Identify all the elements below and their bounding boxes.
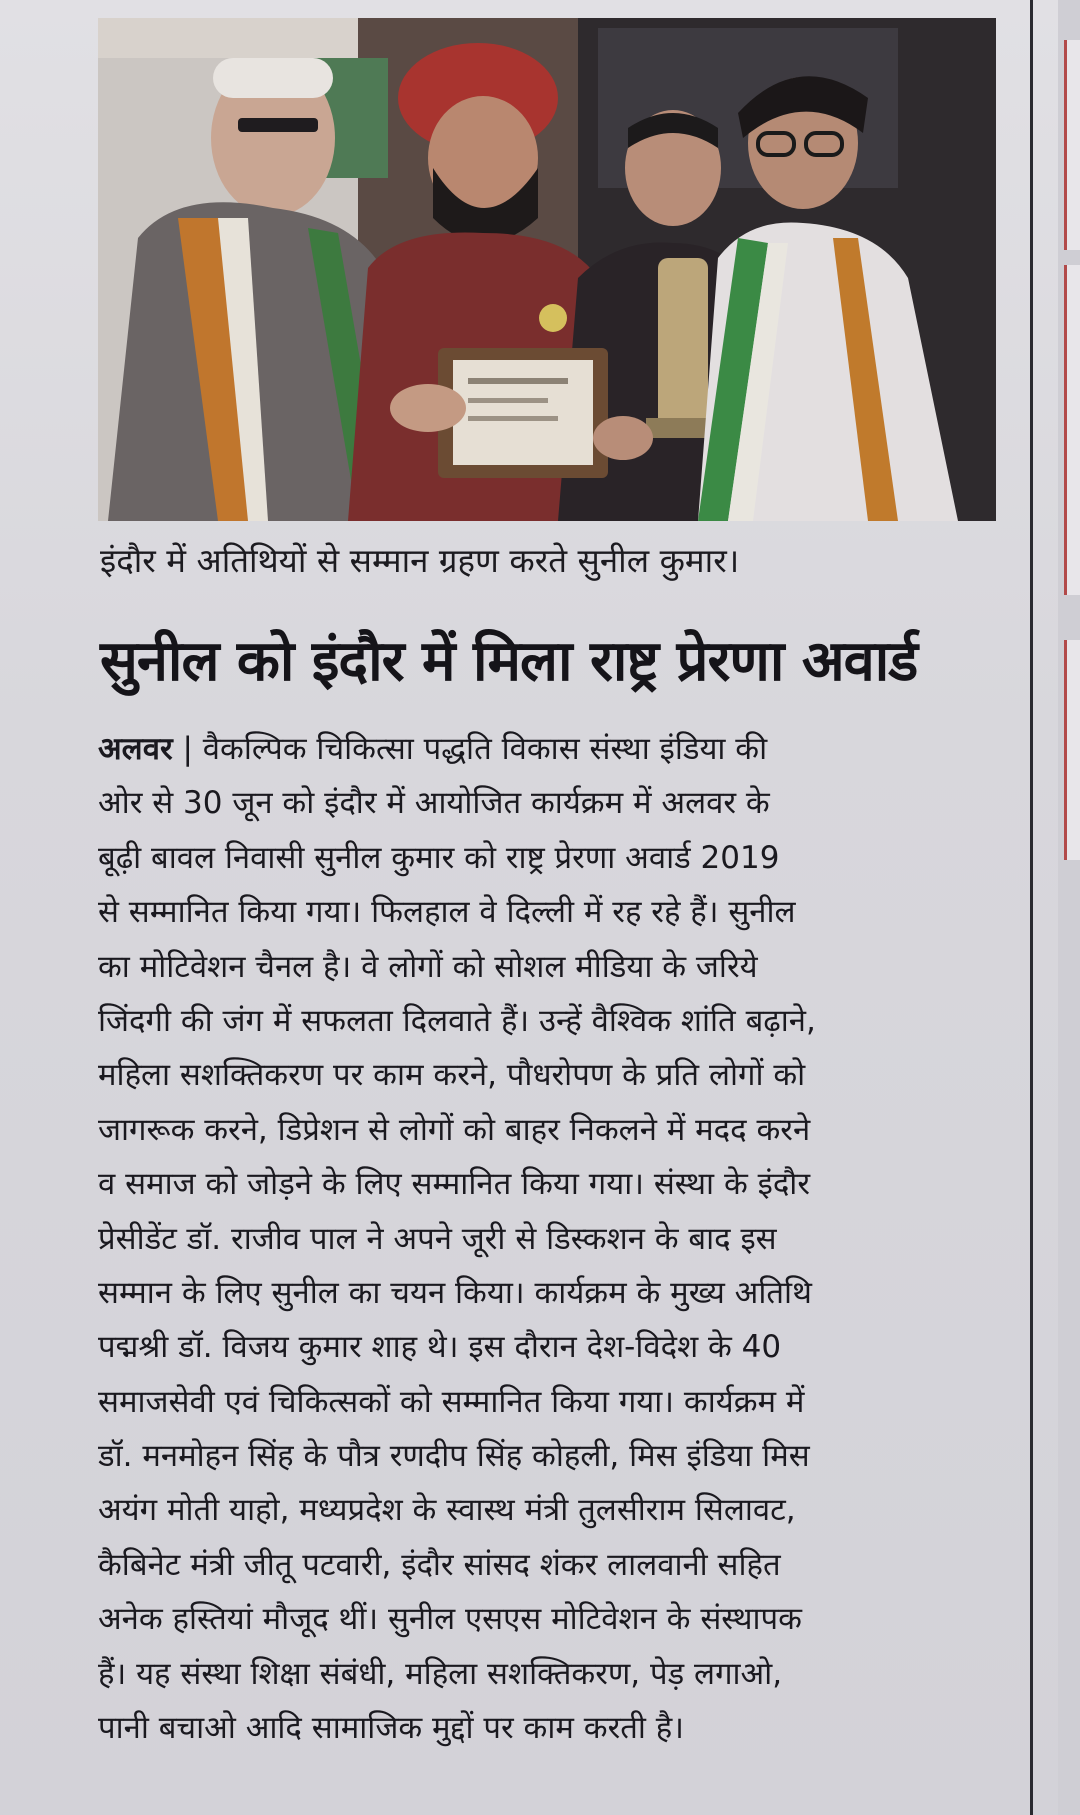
- article-line: हैं। यह संस्था शिक्षा संबंधी, महिला सशक्तिकरण, पेड़ लगाओ,: [98, 1655, 783, 1692]
- article-line: पानी बचाओ आदि सामाजिक मुद्दों पर काम करती है।: [98, 1710, 685, 1747]
- article-line: पद्मश्री डॉ. विजय कुमार शाह थे। इस दौरान देश-विदेश के 40: [98, 1329, 782, 1366]
- article-line: अनेक हस्तियां मौजूद थीं। सुनील एसएस मोटिवेशन के संस्थापक: [98, 1601, 802, 1638]
- article-headline: सुनील को इंदौर में मिला राष्ट्र प्रेरणा अवार्ड: [100, 629, 918, 694]
- article-line: अयंग मोती याहो, मध्यप्रदेश के स्वास्थ मंत्री तुलसीराम सिलावट,: [98, 1492, 796, 1529]
- article-line: कैबिनेट मंत्री जीतू पटवारी, इंदौर सांसद शंकर लालवानी सहित: [98, 1546, 781, 1583]
- photo-caption: इंदौर में अतिथियों से सम्मान ग्रहण करते सुनील कुमार।: [100, 541, 740, 580]
- article-line: समाजसेवी एवं चिकित्सकों को सम्मानित किया गया। कार्यक्रम में: [98, 1383, 805, 1420]
- adjacent-column-edge: [1058, 0, 1080, 1815]
- article-line-text: | वैकल्पिक चिकित्सा पद्धति विकास संस्था इंडिया की: [182, 731, 768, 767]
- article-line: प्रेसीडेंट डॉ. राजीव पाल ने अपने जूरी से डिस्कशन के बाद इस: [98, 1220, 777, 1257]
- adjacent-column-block: [1064, 265, 1080, 595]
- article-line: महिला सशक्तिकरण पर काम करने, पौधरोपण के प्रति लोगों को: [98, 1057, 806, 1094]
- article-line: से सम्मानित किया गया। फिलहाल वे दिल्ली में रह रहे हैं। सुनील: [98, 894, 796, 931]
- adjacent-column-block: [1064, 40, 1080, 250]
- article-body: [98, 722, 1008, 1755]
- article-line: बूढ़ी बावल निवासी सुनील कुमार को राष्ट्र प्रेरणा अवार्ड 2019: [98, 839, 780, 876]
- article-line: का मोटिवेशन चैनल है। वे लोगों को सोशल मीडिया के जरिये: [98, 948, 758, 985]
- column-divider: [1030, 0, 1033, 1815]
- award-ceremony-photo: [98, 18, 996, 521]
- article-line: सम्मान के लिए सुनील का चयन किया। कार्यक्रम के मुख्य अतिथि: [98, 1274, 812, 1311]
- article-line: ओर से 30 जून को इंदौर में आयोजित कार्यक्रम में अलवर के: [98, 785, 770, 822]
- article-dateline: अलवर: [98, 731, 173, 767]
- adjacent-column-block: [1064, 640, 1080, 860]
- article-line: [98, 722, 1008, 776]
- article-line: व समाज को जोड़ने के लिए सम्मानित किया गया। संस्था के इंदौर: [98, 1166, 810, 1203]
- article-line: जिंदगी की जंग में सफलता दिलवाते हैं। उन्हें वैश्विक शांति बढ़ाने,: [98, 1002, 816, 1039]
- article-line: डॉ. मनमोहन सिंह के पौत्र रणदीप सिंह कोहली, मिस इंडिया मिस: [98, 1438, 810, 1475]
- article-line: जागरूक करने, डिप्रेशन से लोगों को बाहर निकलने में मदद करने: [98, 1111, 811, 1148]
